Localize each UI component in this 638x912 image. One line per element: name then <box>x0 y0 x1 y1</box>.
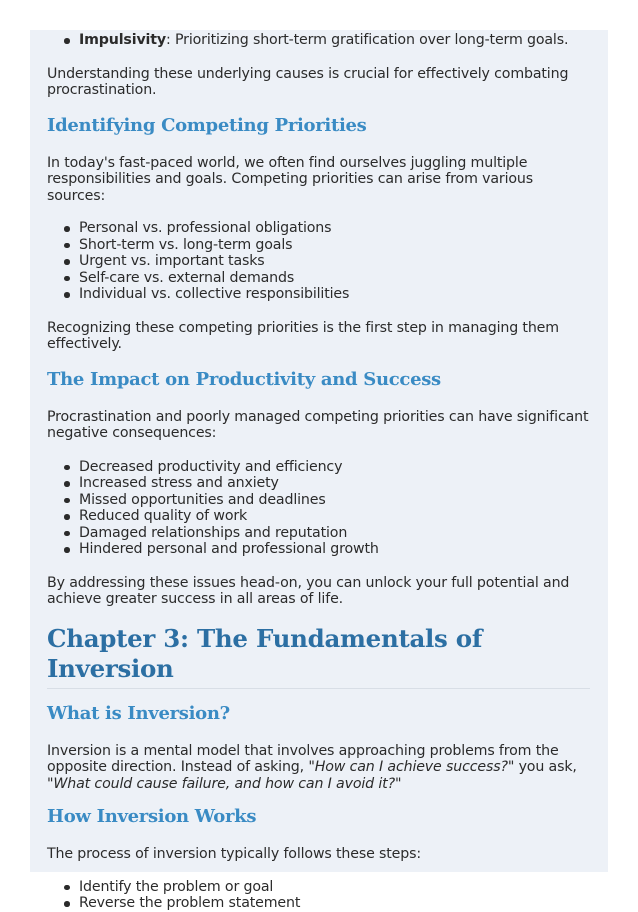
chapter-title: Chapter 3: The Fundamentals of Inversion <box>47 624 590 689</box>
list-item: Increased stress and anxiety <box>79 475 590 492</box>
list-item-term: Impulsivity <box>79 32 166 48</box>
list-item: Reduced quality of work <box>79 508 590 525</box>
paragraph: By addressing these issues head-on, you can unlock your full potential and achieve greater success in all areas of life. <box>47 574 570 607</box>
text-run: " <box>394 775 402 792</box>
paragraph: Understanding these underlying causes is crucial for effectively combating procrastination. <box>47 65 569 98</box>
list-item: Personal vs. professional obligations <box>79 220 590 237</box>
paragraph: In today's fast-paced world, we often find ourselves juggling multiple responsibilities and goals. Competing priorities can arise from various sources: <box>47 154 533 204</box>
paragraph <box>47 743 590 793</box>
section-heading: What is Inversion? <box>47 702 230 724</box>
list-item: Identify the problem or goal <box>79 879 590 896</box>
section-heading: How Inversion Works <box>47 806 257 827</box>
italic-question: How can I achieve success? <box>314 759 508 775</box>
causes-list <box>47 32 590 49</box>
steps-list <box>47 879 590 912</box>
text-run: " you ask, " <box>47 759 577 792</box>
list-item: Reverse the problem statement <box>79 895 590 912</box>
list-item: Short-term vs. long-term goals <box>79 237 590 254</box>
section-heading: The Impact on Productivity and Success <box>47 368 441 390</box>
list-item: Decreased productivity and efficiency <box>79 459 590 476</box>
italic-question: What could cause failure, and how can I avoid it? <box>53 775 395 792</box>
document-content <box>30 32 608 912</box>
section-heading: Identifying Competing Priorities <box>47 114 367 136</box>
list-item: Damaged relationships and reputation <box>79 525 590 542</box>
list-item: Self-care vs. external demands <box>79 270 590 287</box>
paragraph: Procrastination and poorly managed competing priorities can have significant negative consequences: <box>47 408 589 441</box>
list-item-text: : Prioritizing short-term gratification over long-term goals. <box>165 32 569 48</box>
list-item: Missed opportunities and deadlines <box>79 492 590 509</box>
list-item: Hindered personal and professional growth <box>79 541 590 558</box>
list-item: Urgent vs. important tasks <box>79 253 590 270</box>
list-item <box>79 32 590 49</box>
consequences-list <box>47 459 590 558</box>
priorities-list <box>47 220 590 303</box>
document-page <box>30 30 608 911</box>
text-run: Inversion is a mental model that involves approaching problems from the opposite direction. Instead of asking, " <box>47 742 559 775</box>
list-item: Individual vs. collective responsibilities <box>79 286 590 303</box>
paragraph: Recognizing these competing priorities is the first step in managing them effectively. <box>47 319 559 352</box>
paragraph: The process of inversion typically follows these steps: <box>47 846 421 862</box>
